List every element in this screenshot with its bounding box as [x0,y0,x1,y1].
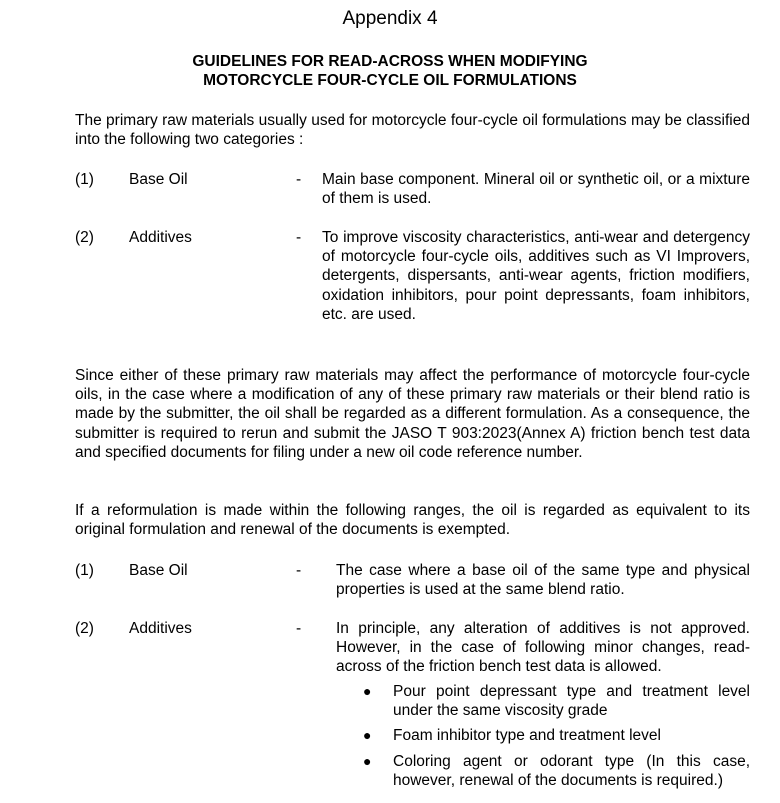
bullet-icon: ● [363,683,372,699]
formulation-paragraph: Since either of these primary raw materials may affect the performance of motorcycle four-cycle oils, in the case where a modification of any of these primary raw materials or their blend ratio is made by the submitter, the oil shall be regarded as a different formulation. As a consequence, the submitter is required to rerun and submit the JASO T 903:2023(Annex A) friction bench test data and specified documents for filing under a new oil code reference number. [75,367,750,461]
list-item-text: Coloring agent or odorant type (In this case, however, renewal of the documents is required.) [393,752,750,789]
bullet-icon: ● [363,752,372,769]
range-description: The case where a base oil of the same type and physical properties is used at the same blend ratio. [336,562,750,599]
allowed-changes-list [363,682,750,796]
category-number: (1) [75,171,94,188]
appendix-heading: Appendix 4 [342,8,438,29]
category-label: Base Oil [129,171,188,188]
range-label: Additives [129,620,192,637]
range-dash: - [296,562,302,579]
category-label: Additives [129,229,192,246]
range-dash: - [296,620,302,637]
category-dash: - [296,171,302,188]
list-item-text: Pour point depressant type and treatment level under the same viscosity grade [393,683,750,720]
range-number: (2) [75,620,94,637]
list-item [363,726,750,745]
title-line-2: MOTORCYCLE FOUR-CYCLE OIL FORMULATIONS [203,72,577,89]
category-number: (2) [75,229,94,246]
intro-paragraph: The primary raw materials usually used for motorcycle four-cycle oil formulations may be classified into the following two categories : [75,112,750,149]
list-item [363,682,750,720]
range-number: (1) [75,562,94,579]
document-title [0,52,780,90]
reformulation-paragraph: If a reformulation is made within the following ranges, the oil is regarded as equivalent to its original formulation and renewal of the documents is exempted. [75,502,750,539]
bullet-icon: ● [363,727,372,744]
list-item-text: Foam inhibitor type and treatment level [393,727,661,745]
range-description: In principle, any alteration of additives is not approved. However, in the case of following minor changes, read-across of the friction bench test data is allowed. [336,620,750,676]
range-label: Base Oil [129,562,188,579]
category-dash: - [296,229,302,246]
category-description: Main base component. Mineral oil or synthetic oil, or a mixture of them is used. [322,171,750,208]
title-line-1: GUIDELINES FOR READ-ACROSS WHEN MODIFYING [192,53,588,70]
category-description: To improve viscosity characteristics, anti-wear and detergency of motorcycle four-cycle oils, additives such as VI Improvers, detergents, dispersants, anti-wear agents, friction modifiers, oxidation inhibitors, pour point depressants, foam inhibitors, etc. are used. [322,229,750,323]
list-item [363,752,750,790]
